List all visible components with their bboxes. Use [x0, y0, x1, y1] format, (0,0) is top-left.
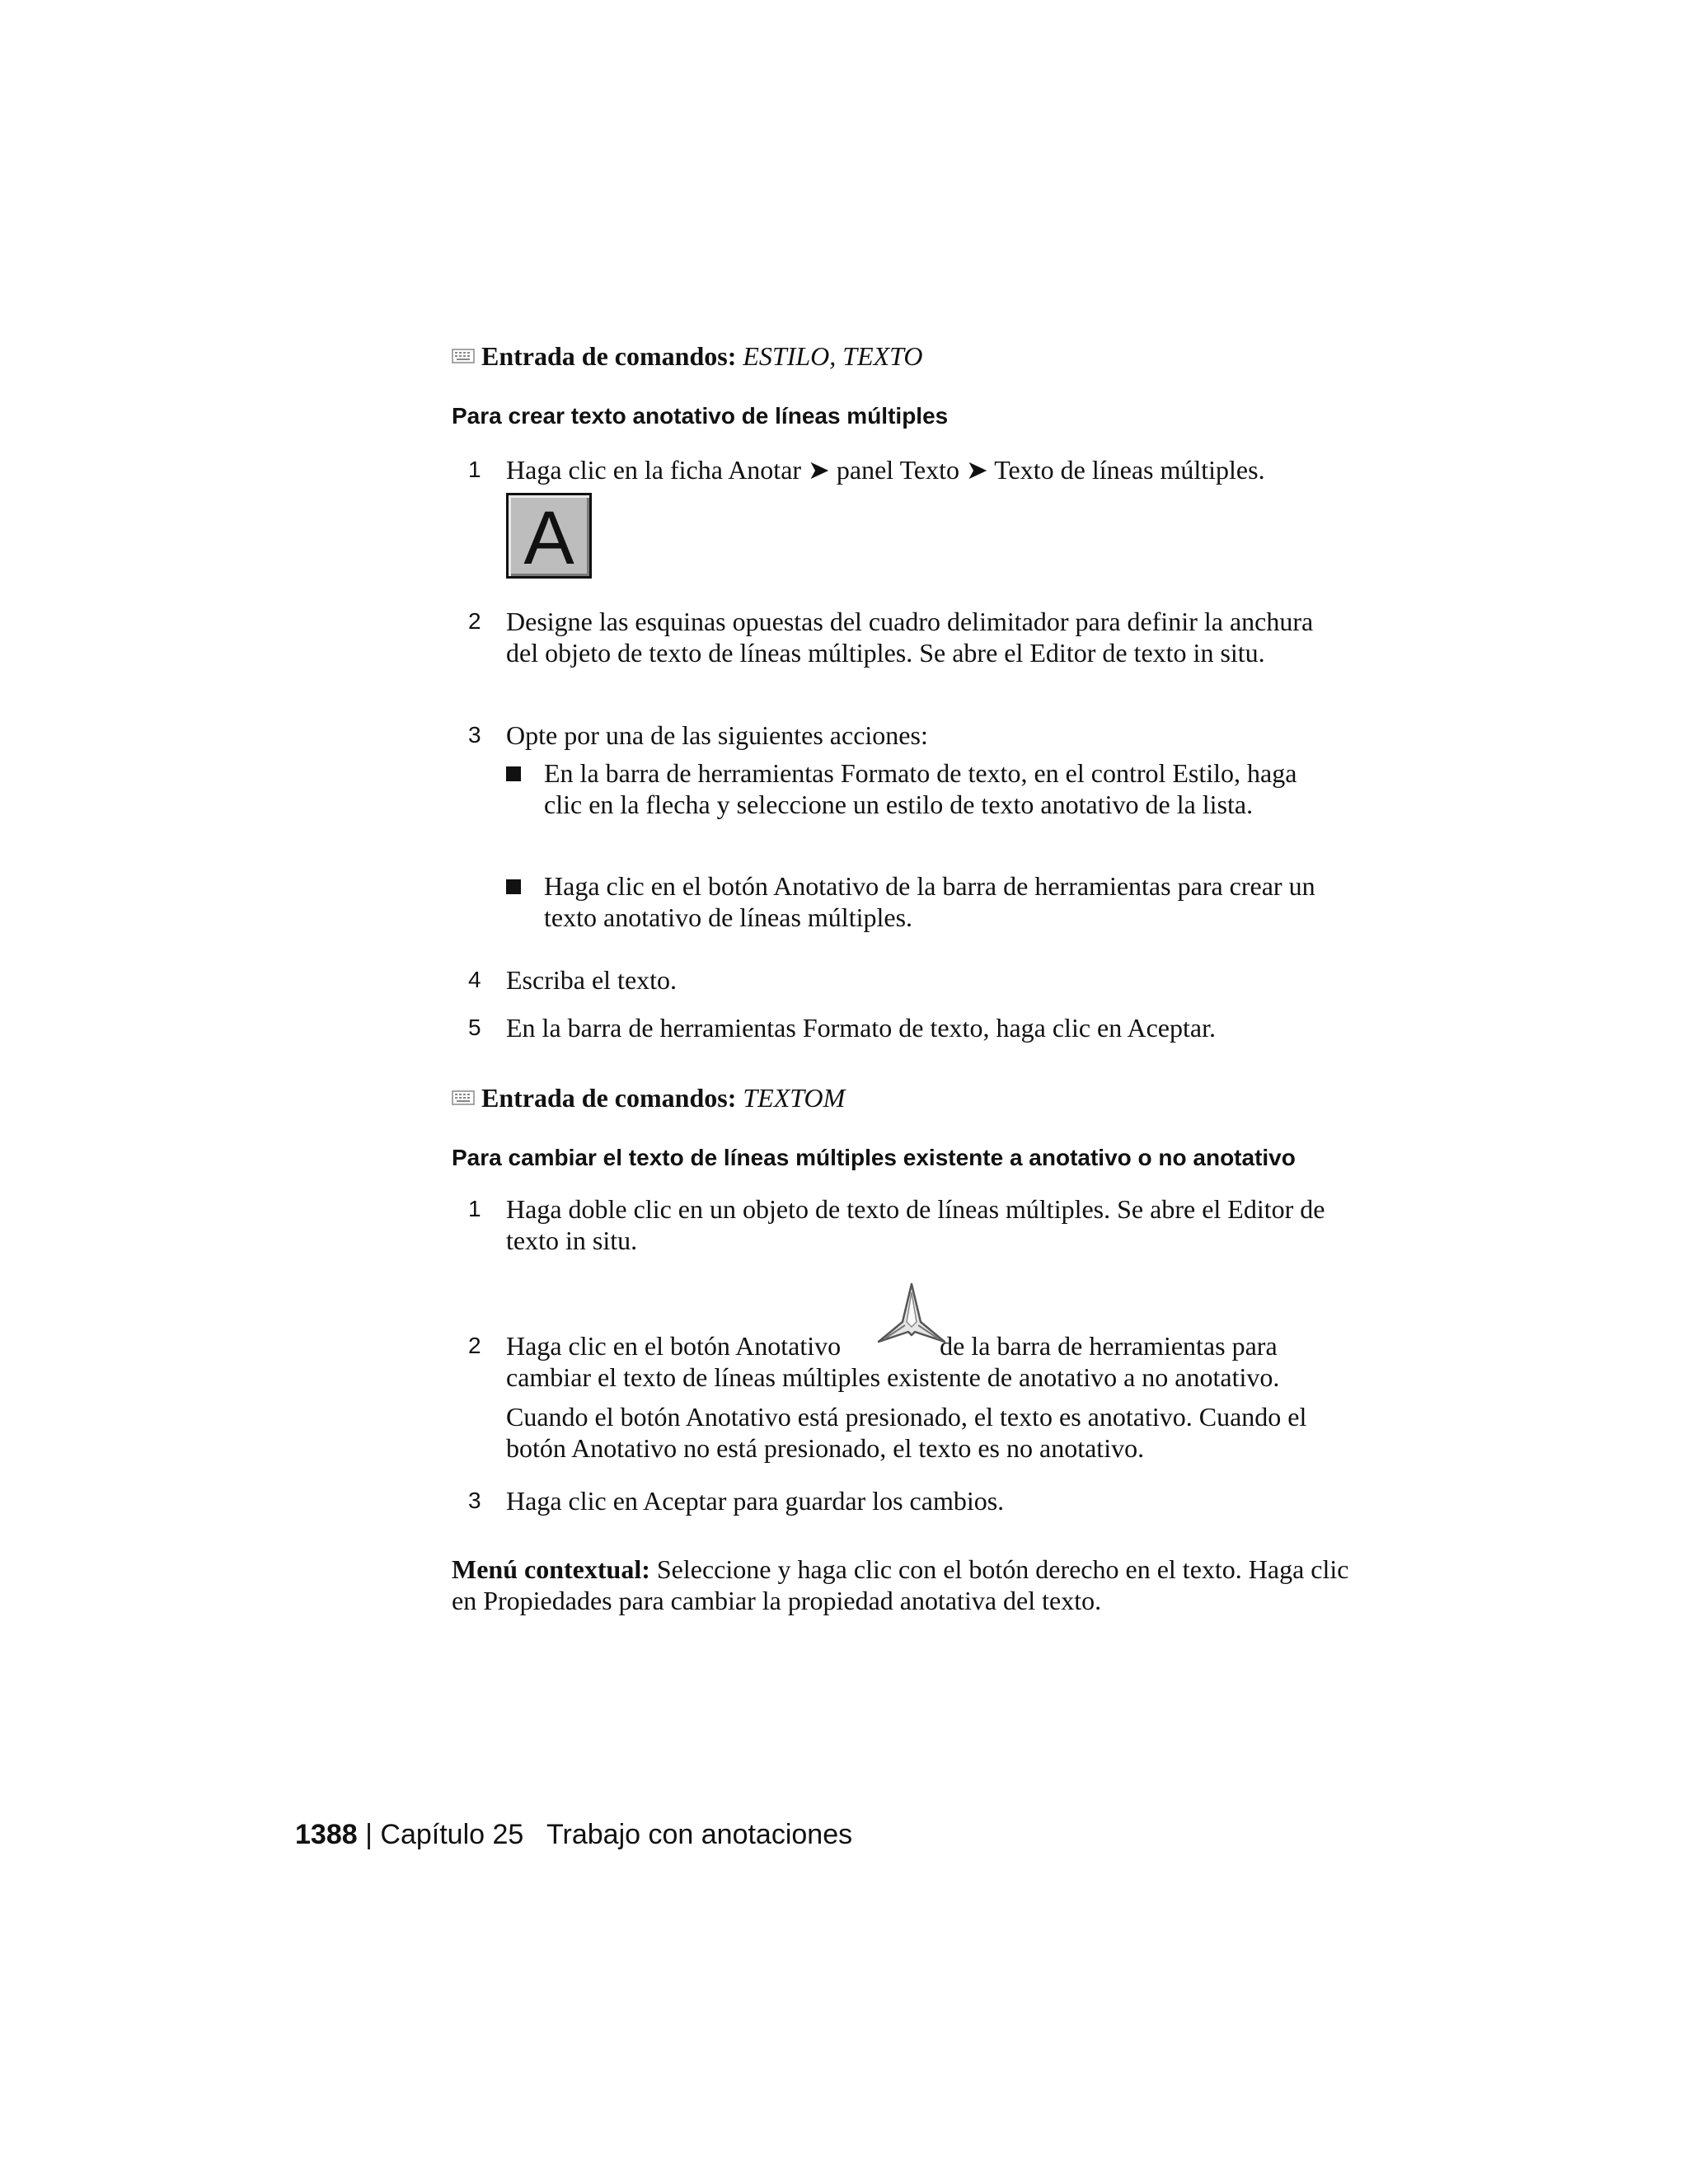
step-text: Escriba el texto.	[506, 965, 678, 995]
page-number: 1388	[295, 1819, 358, 1850]
command-entry-value: ESTILO, TEXTO	[743, 341, 923, 371]
step-text: Opte por una de las siguientes acciones:	[506, 720, 928, 750]
step-number: 2	[468, 608, 481, 634]
footer-chapter: Capítulo 25	[380, 1819, 524, 1850]
step-text-before-icon: Haga clic en el botón Anotativo	[506, 1331, 842, 1361]
multiline-text-button-icon	[506, 493, 592, 579]
shortcut-menu-paragraph	[452, 1554, 1350, 1616]
step-text: En la barra de herramientas Formato de texto, haga clic en Aceptar.	[506, 1013, 1216, 1043]
step-text-line2: cambiar el texto de líneas múltiples existente de anotativo a no anotativo.	[506, 1362, 1280, 1392]
step-text: Haga clic en la ficha Anotar ➤ panel Texto ➤ Texto de líneas múltiples.	[506, 455, 1265, 485]
step-number: 4	[468, 967, 481, 992]
command-entry-label: Entrada de comandos:	[481, 341, 737, 371]
command-entry-value: TEXTOM	[743, 1083, 846, 1113]
mtext-button-letter: A	[523, 496, 574, 580]
bullet-text: Haga clic en el botón Anotativo de la barra de herramientas para crear un texto anotativo de líneas múltiples.	[544, 871, 1315, 932]
procedure-title-1: Para crear texto anotativo de líneas múltiples	[452, 403, 949, 429]
bullet-square-icon	[506, 879, 521, 894]
shortcut-menu-label: Menú contextual:	[452, 1554, 650, 1584]
step-text-after-icon: de la barra de herramientas para	[940, 1331, 1278, 1361]
command-entry-label: Entrada de comandos:	[481, 1083, 737, 1113]
command-entry-1	[452, 340, 922, 372]
step-number: 1	[468, 1196, 481, 1221]
keyboard-icon	[452, 1090, 475, 1105]
page-footer	[295, 1818, 852, 1851]
step-note-text: Cuando el botón Anotativo está presionado, el texto es anotativo. Cuando el botón Anotativo no está presionado, el texto es no anotativo.	[506, 1402, 1307, 1463]
procedure-title-2: Para cambiar el texto de líneas múltiples existente a anotativo o no anotativo	[452, 1145, 1296, 1170]
step-number: 1	[468, 457, 481, 482]
footer-title: Trabajo con anotaciones	[546, 1819, 853, 1850]
shortcut-menu-text: Seleccione y haga clic con el botón derecho en el texto. Haga clic en Propiedades para cambiar la propiedad anotativa del texto.	[452, 1554, 1349, 1615]
keyboard-icon	[452, 349, 475, 363]
step-number: 2	[468, 1333, 481, 1358]
command-entry-2	[452, 1082, 845, 1113]
step-text: Designe las esquinas opuestas del cuadro delimitador para definir la anchura del objeto de texto de líneas múltiples. Se abre el Editor de texto in situ.	[506, 607, 1314, 668]
step-text: Haga clic en Aceptar para guardar los cambios.	[506, 1486, 1005, 1516]
step-number: 5	[468, 1015, 481, 1040]
footer-separator: |	[365, 1819, 373, 1850]
step-number: 3	[468, 722, 481, 748]
step-number: 3	[468, 1488, 481, 1513]
step-text: Haga doble clic en un objeto de texto de líneas múltiples. Se abre el Editor de texto in situ.	[506, 1194, 1325, 1255]
bullet-text: En la barra de herramientas Formato de texto, en el control Estilo, haga clic en la flecha y seleccione un estilo de texto anotativo de la lista.	[544, 758, 1297, 819]
annotative-scale-icon	[877, 1282, 946, 1353]
bullet-square-icon	[506, 766, 521, 781]
